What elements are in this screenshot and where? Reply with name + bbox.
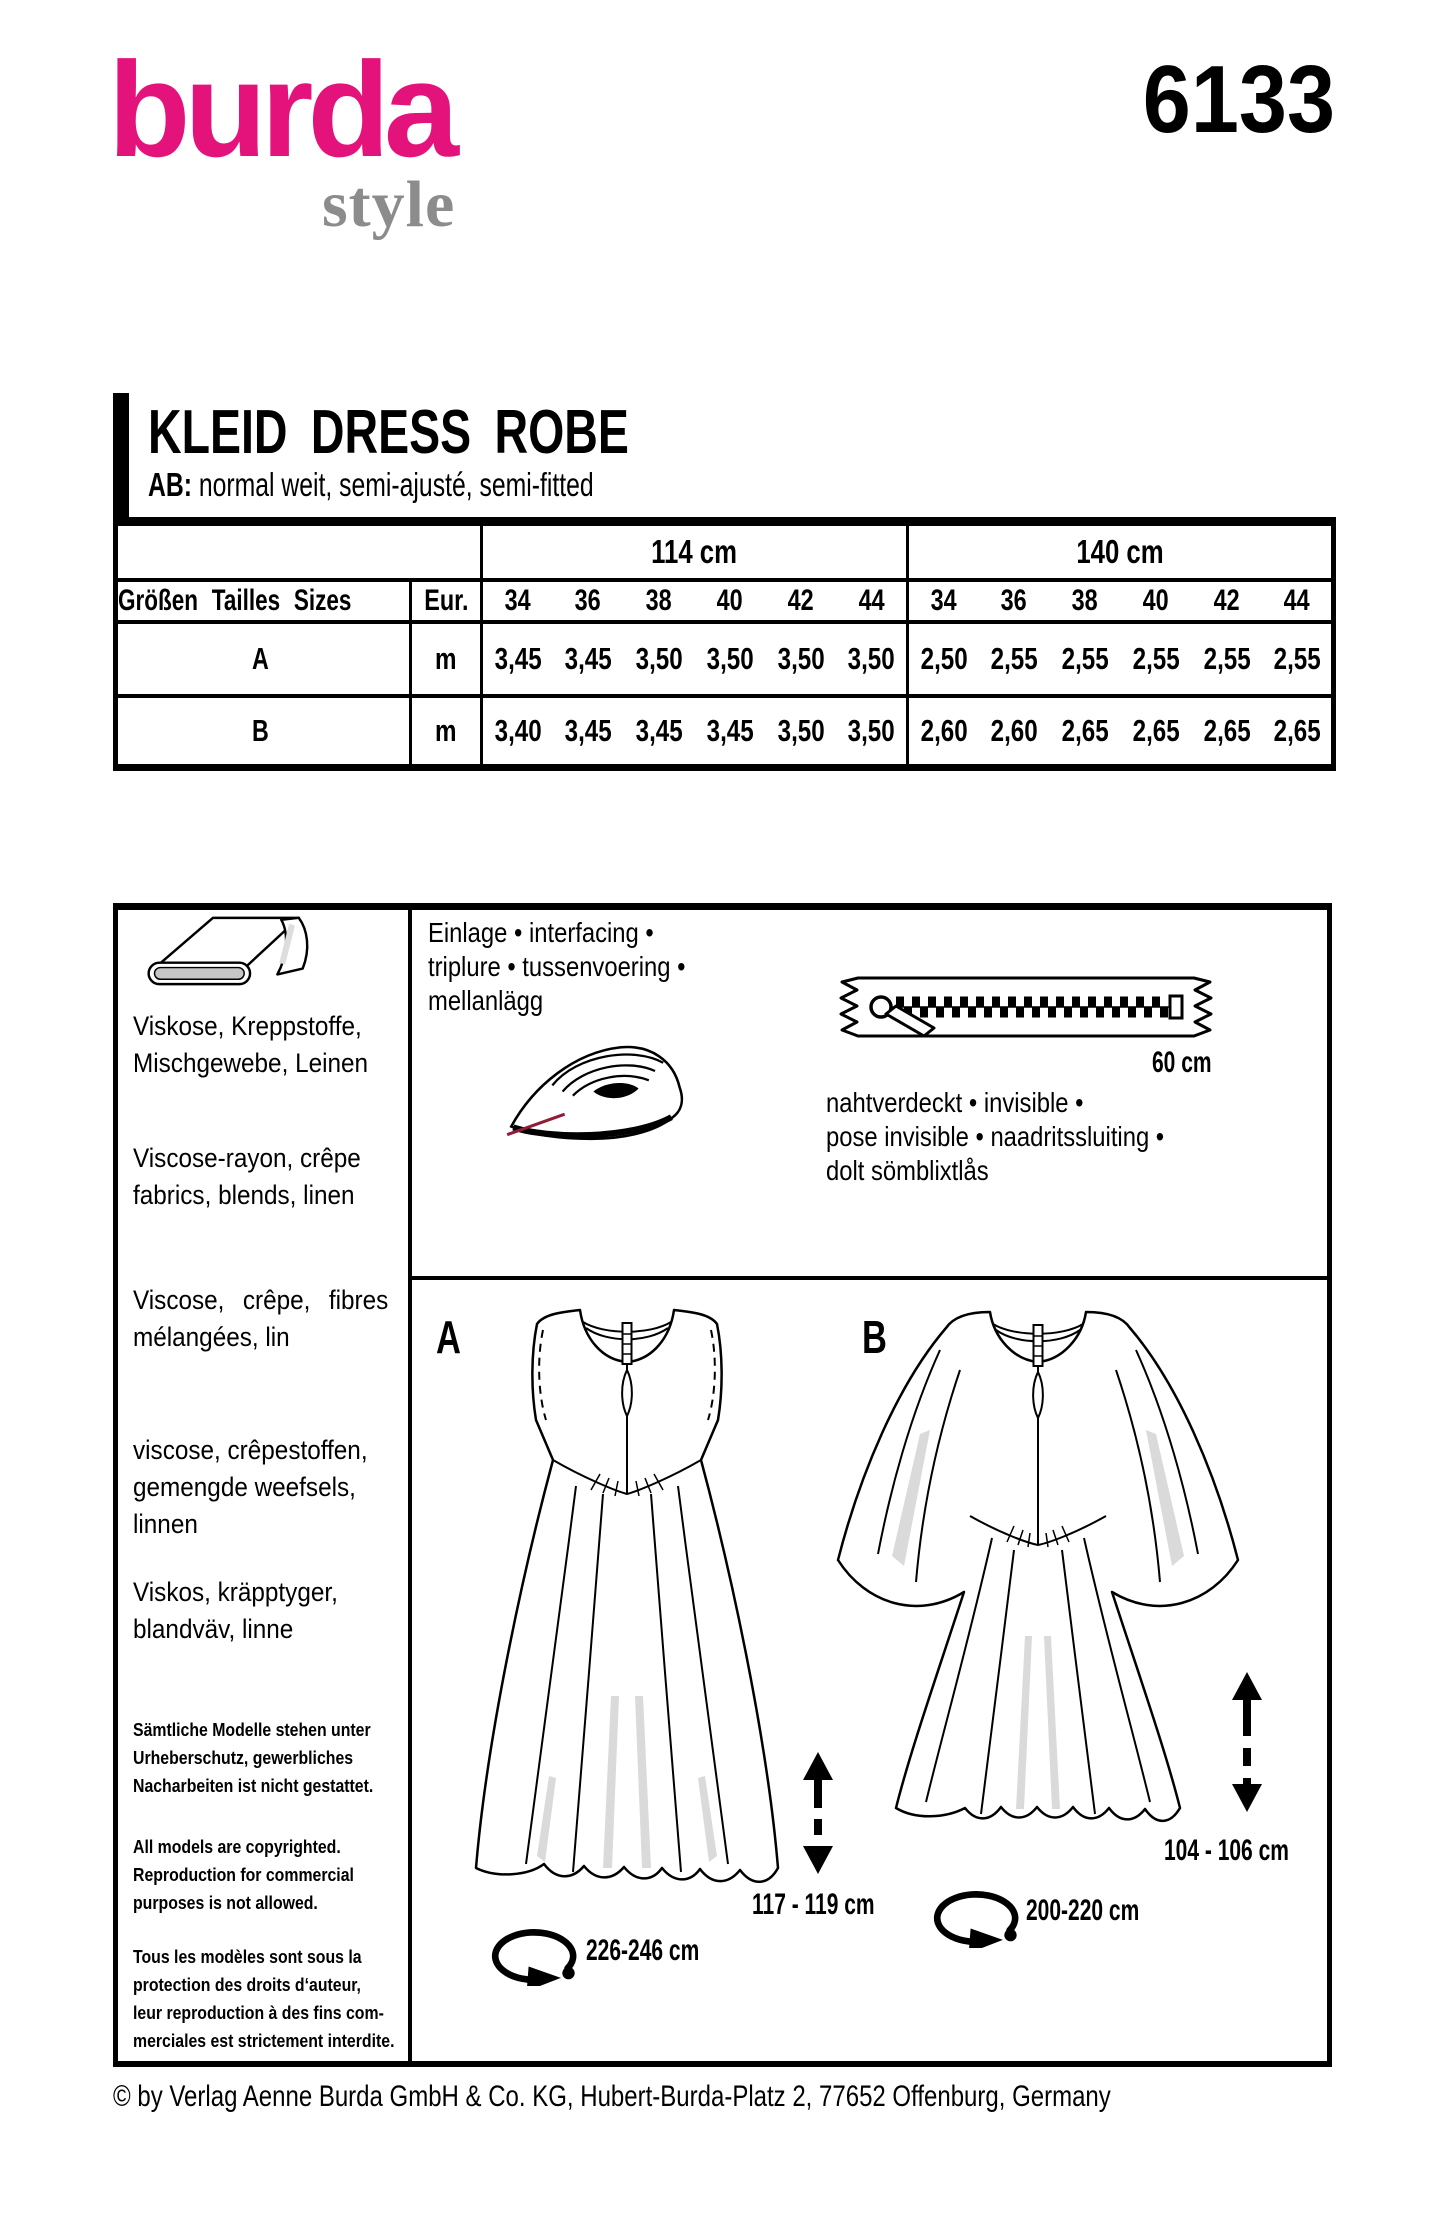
interfacing-text: Einlage • interfacing • triplure • tussenvoering • mellanlägg [428, 917, 686, 1016]
view-b-label: B [862, 1311, 887, 1363]
yardage-cell: 2,60 [990, 713, 1038, 748]
fabric-text-nl: viscose, crêpestoffen, gemengde weefsels, linnen [133, 1435, 368, 1539]
yardage-cell: 2,55 [1050, 622, 1121, 696]
unit-header-cell: Eur. [411, 580, 482, 622]
view-a-length-label: 117 - 119 cm [752, 1888, 875, 1921]
table-row [116, 580, 1334, 622]
fabric-text-en: Viscose-rayon, crêpe fabrics, blends, linen [133, 1143, 361, 1210]
yardage-cell: 2,55 [1192, 622, 1263, 696]
table-row [116, 522, 1334, 581]
yardage-cell: 3,50 [695, 622, 766, 696]
yardage-cell: 3,45 [564, 713, 612, 748]
vertical-divider [408, 903, 412, 2067]
fabric-text-de: Viskose, Kreppstoffe, Mischgewebe, Leinen [133, 1011, 369, 1078]
size-cell: 34 [908, 580, 979, 622]
size-cell: 38 [1050, 580, 1121, 622]
view-a-label: A [436, 1311, 461, 1363]
size-cell: 38 [624, 580, 695, 622]
iron-icon [505, 1032, 690, 1147]
yardage-cell: 2,55 [1263, 622, 1334, 696]
yardage-cell: 3,50 [847, 713, 895, 748]
size-cell: 36 [979, 580, 1050, 622]
fabric-width-114-header: 114 cm [482, 522, 908, 581]
yardage-cell: 3,50 [837, 622, 908, 696]
horizontal-divider [412, 1276, 1332, 1280]
size-cell: 44 [1263, 580, 1334, 622]
fit-views-label: AB: [148, 466, 192, 503]
yardage-cell: 2,55 [979, 622, 1050, 696]
view-b-hem-width-label: 200-220 cm [1026, 1894, 1140, 1927]
zipper-length-label: 60 cm [1152, 1046, 1212, 1079]
title-accent-bar [113, 393, 129, 517]
yardage-cell: 3,45 [553, 622, 624, 696]
pattern-number: 6133 [1142, 46, 1335, 153]
invisible-zipper-icon [826, 966, 1226, 1048]
empty-cell [116, 522, 482, 581]
hem-circumference-icon [483, 1926, 578, 1986]
view-b-length-label: 104 - 106 cm [1164, 1834, 1289, 1867]
fit-text: normal weit, semi-ajusté, semi-fitted [198, 466, 594, 503]
unit-cell: m [411, 622, 482, 696]
yardage-cell: 2,50 [908, 622, 979, 696]
size-cell: 42 [766, 580, 837, 622]
yardage-cell: 2,65 [1273, 713, 1321, 748]
garment-title: KLEID DRESS ROBE [148, 398, 629, 467]
copyright-text-fr: Tous les modèles sont sous la protection des droits d‘auteur, leur reproduction à des fins com- merciales est strictement interdite. [133, 1947, 395, 2051]
size-cell: 42 [1192, 580, 1263, 622]
yardage-cell: 2,65 [1132, 713, 1180, 748]
fabric-width-140-header: 140 cm [908, 522, 1334, 581]
publisher-copyright-line: © by Verlag Aenne Burda GmbH & Co. KG, Hubert-Burda-Platz 2, 77652 Offenburg, Germany [113, 2080, 1111, 2113]
zipper-type-text: nahtverdeckt • invisible • pose invisible • naadritssluiting • dolt sömblixtlås [826, 1087, 1165, 1186]
fabric-text-fr: Viscose, crêpe, fibres mélangées, lin [133, 1285, 389, 1352]
dress-a-illustration [462, 1306, 792, 1896]
yardage-cell: 3,45 [706, 713, 754, 748]
fabric-bolt-icon [135, 908, 330, 994]
view-b-row-label: B [252, 713, 270, 748]
burda-logo: burda [108, 34, 454, 185]
dress-b-illustration [818, 1306, 1258, 1831]
fit-description [148, 468, 742, 501]
yardage-cell: 3,50 [777, 713, 825, 748]
fabric-text-sv: Viskos, kräpptyger, blandväv, linne [133, 1577, 338, 1644]
yardage-cell: 3,50 [766, 622, 837, 696]
yardage-cell: 3,45 [482, 622, 553, 696]
table-row-view-b [116, 696, 1334, 768]
hem-circumference-icon [925, 1888, 1020, 1948]
yardage-cell: 2,60 [908, 696, 979, 768]
height-arrow-icon [1229, 1672, 1265, 1812]
size-cell: 40 [695, 580, 766, 622]
view-a-row-label: A [116, 622, 411, 696]
yardage-cell: 2,65 [1061, 713, 1109, 748]
page-title [148, 398, 789, 467]
copyright-text-de: Sämtliche Modelle stehen unter Urheberschutz, gewerbliches Nacharbeiten ist nicht gestattet. [133, 1720, 374, 1796]
table-row-view-a [116, 622, 1334, 696]
yardage-table [113, 517, 1336, 771]
sizes-header-cell: Größen Tailles Sizes [116, 580, 411, 622]
size-cell: 34 [482, 580, 553, 622]
yardage-cell: 3,45 [635, 713, 683, 748]
yardage-cell: 2,55 [1121, 622, 1192, 696]
yardage-cell: 3,40 [482, 696, 553, 768]
view-a-hem-width-label: 226-246 cm [586, 1934, 700, 1967]
size-cell: 44 [837, 580, 908, 622]
height-arrow-icon [800, 1752, 836, 1874]
yardage-cell: 3,50 [624, 622, 695, 696]
size-cell: 40 [1121, 580, 1192, 622]
unit-cell: m [411, 696, 482, 768]
yardage-cell: 2,65 [1203, 713, 1251, 748]
burda-style-logo-sub: style [322, 168, 456, 241]
copyright-text-en: All models are copyrighted. Reproduction for commercial purposes is not allowed. [133, 1837, 354, 1913]
size-cell: 36 [553, 580, 624, 622]
